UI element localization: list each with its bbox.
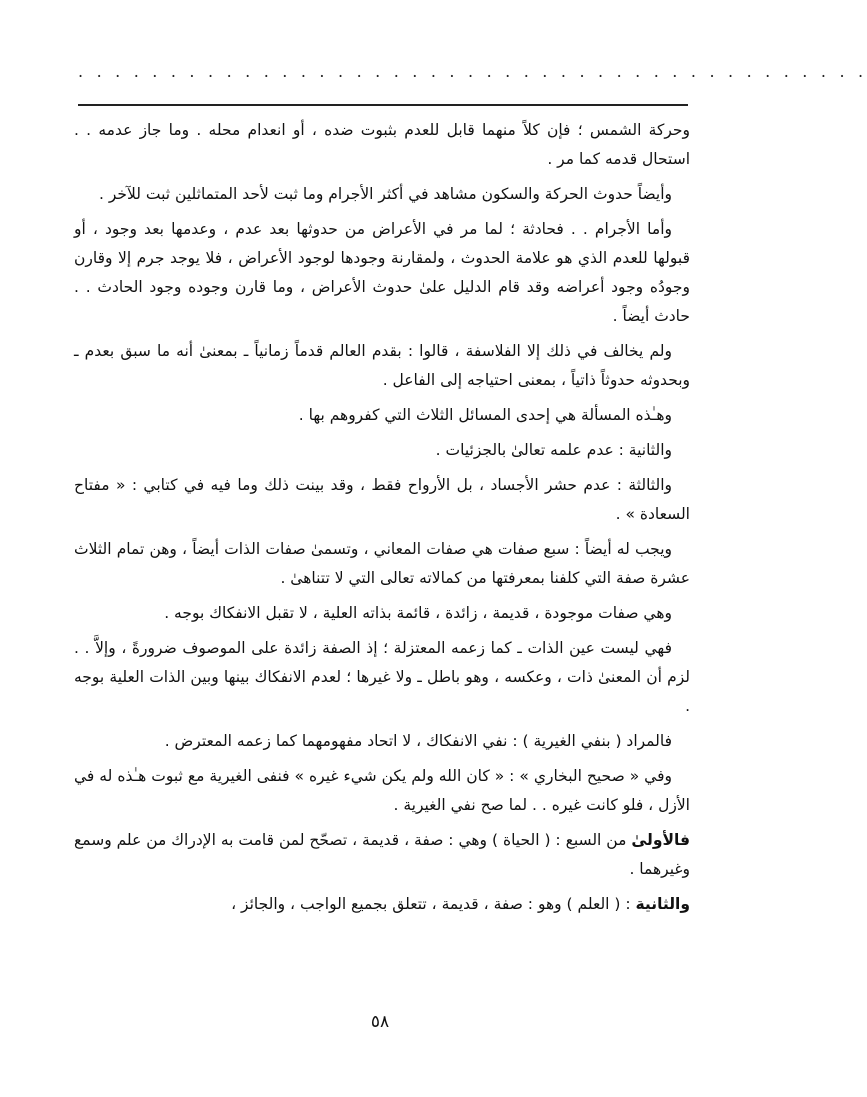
paragraph-14-lead: والثانية	[635, 895, 690, 913]
paragraph-12: وفي « صحيح البخاري » : « كان الله ولم يكن شيء غيره » فنفى الغيرية مع ثبوت هـٰذه له في الأزل ، فلو كانت غيره . . لما صح نفي الغيرية .	[74, 767, 690, 814]
paragraph-2: وأيضاً حدوث الحركة والسكون مشاهد في أكثر الأجرام وما ثبت لأحد المتماثلين ثبت للآخر .	[99, 185, 672, 203]
paragraph-8: ويجب له أيضاً : سبع صفات هي صفات المعاني ، وتسمىٰ صفات الذات أيضاً ، وهن تمام الثلاث عشرة صفة التي كلفنا بمعرفتها من كمالاته تعالى التي لا تتناهىٰ .	[74, 540, 690, 587]
paragraph-14-text: : ( العلم ) وهو : صفة ، قديمة ، تتعلق بجميع الواجب ، والجائز ،	[231, 895, 636, 913]
paragraph-14	[74, 890, 690, 919]
page-number: ٥٨	[370, 1012, 390, 1032]
paragraph-10: فهي ليست عين الذات ـ كما زعمه المعتزلة ؛ إذ الصفة زائدة على الموصوف ضرورةً ، وإلاَّ . . لزم أن المعنىٰ ذات ، وعكسه ، وهو باطل ـ ولا غيرها ؛ لعدم الانفكاك بينها وبين الذات العلية بوجه .	[74, 639, 690, 715]
paragraph-1: وحركة الشمس ؛ فإن كلاً منهما قابل للعدم بثبوت ضده ، أو انعدام محله . وما جاز عدمه . . استحال قدمه كما مر .	[74, 121, 690, 168]
paragraph-3: وأما الأجرام . . فحادثة ؛ لما مر في الأعراض من حدوثها بعد عدم ، وعدمها بعد وجود ، أو قبولها للعدم الذي هو علامة الحدوث ، ولمقارنة وجودها لوجود الأعراض ، فلا يوجد جرم إلا وقارن وجودُه وجود أعراضه وقد قام الدليل علىٰ حدوث الأعراض ، وما قارن وجوده وجود الحادث . . حادث أيضاً .	[74, 220, 690, 325]
paragraph-13-text: من السبع : ( الحياة ) وهي : صفة ، قديمة ، تصحّح لمن قامت به الإدراك من علم وسمع وغيرهما .	[74, 831, 690, 878]
body-text	[74, 116, 690, 919]
paragraph-6: والثانية : عدم علمه تعالىٰ بالجزئيات .	[435, 441, 672, 459]
header-rule	[78, 104, 688, 106]
paragraph-7: والثالثة : عدم حشر الأجساد ، بل الأرواح فقط ، وقد بينت ذلك وما فيه في كتابي : « مفتاح السعادة » .	[74, 476, 690, 523]
paragraph-4: ولم يخالف في ذلك إلا الفلاسفة ، قالوا : بقدم العالم قدماً زمانياً ـ بمعنىٰ أنه ما سبق بعدم ـ وبحدوثه حدوثاً ذاتياً ، بمعنى احتياجه إلى الفاعل .	[74, 342, 690, 389]
paragraph-9: وهي صفات موجودة ، قديمة ، زائدة ، قائمة بذاته العلية ، لا تقبل الانفكاك بوجه .	[164, 604, 672, 622]
paragraph-11: فالمراد ( بنفي الغيرية ) : نفي الانفكاك ، لا اتحاد مفهومهما كما زعمه المعترض .	[164, 732, 672, 750]
header-dotted-line: . . . . . . . . . . . . . . . . . . . . . . . . . . . . . . . . . . . . . . . . . . .	[78, 62, 867, 81]
paragraph-5: وهـٰذه المسألة هي إحدى المسائل الثلاث التي كفروهم بها .	[298, 406, 672, 424]
paragraph-13-lead: فالأولىٰ	[631, 831, 690, 849]
paragraph-13	[74, 826, 690, 884]
